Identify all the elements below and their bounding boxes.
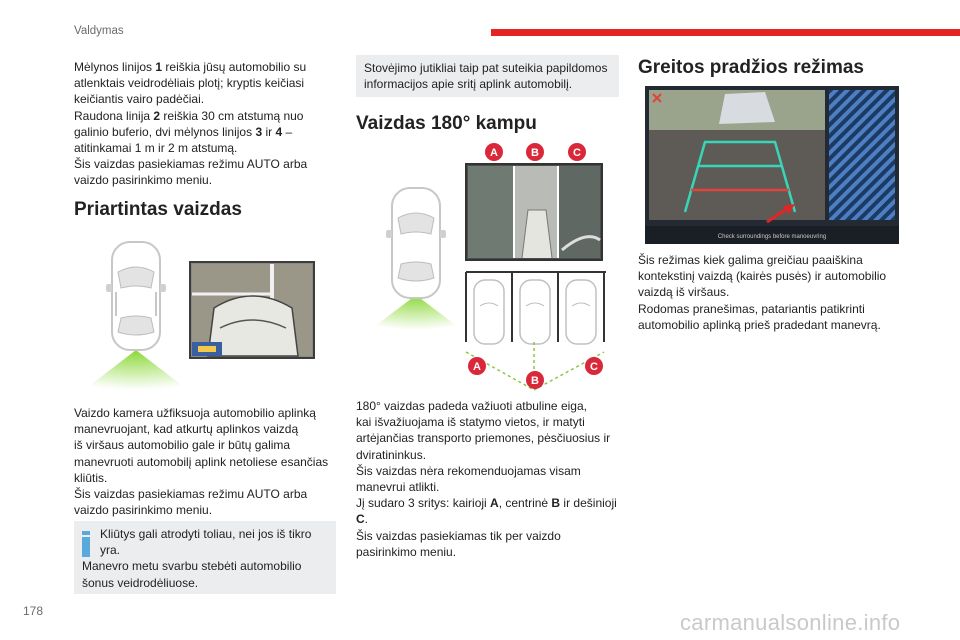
180-view-illustration	[356, 140, 620, 392]
intro-line: atitinkamai 1 m ir 2 m atstumą.	[74, 141, 238, 156]
180-view-description: 180° vaizdas padeda važiuoti atbuline eiga, kai išvažiuojama iš statymo vietos, ir matyti artėjančias transporto priemones, pėsčiuosius ir dviratininkus. Šis vaizdas nėra rekomenduojamas visam manevrui atlikti. Jį sudaro 3 sritys: kairioji A, centrinė B ir dešinioji C. Šis vaizdas pasiekiamas tik per vaizdo pasirinkimo meniu.	[356, 399, 617, 559]
note-box: Kliūtys gali atrodyti toliau, nei jos iš tikro yra. Manevro metu svarbu stebėti automobilio šonus veidrodėliuose.	[74, 521, 336, 594]
intro-line: Raudona linija 2 reiškia 30 cm atstumą nuo	[74, 108, 304, 123]
top-view-placeholder	[829, 90, 895, 220]
svg-text:C: C	[573, 147, 581, 159]
camera-180-image	[466, 164, 602, 260]
zone-label-b-bottom	[526, 371, 544, 389]
intro-line: vaizdo pasirinkimo meniu.	[74, 173, 213, 188]
zone-label-a-top	[485, 143, 503, 161]
heading-zoom-view: Priartintas vaizdas	[74, 199, 242, 220]
zoom-view-illustration	[74, 232, 336, 392]
intro-line: Mėlynos linijos 1 reiškia jūsų automobilio su	[74, 60, 307, 74]
page-number: 178	[23, 604, 44, 618]
quick-start-description: Šis režimas kiek galima greičiau paaiškina kontekstinį vaizdą (kairės pusės) ir automobilio vaizdą iš viršaus. Rodomas pranešimas, patariantis patikrinti automobilio aplinką prieš pradedant manevrą.	[638, 253, 887, 332]
intro-line: atlenktais veidrodėliais plotį; kryptis keičiasi	[74, 76, 305, 91]
quick-start-screen	[645, 86, 899, 244]
intro-line: galinio buferio, dvi mėlynos linijos 3 ir 4 –	[74, 124, 293, 139]
footer-watermark[interactable]: carmanualsonline.info	[680, 610, 901, 635]
heading-180-view: Vaizdas 180° kampu	[356, 113, 537, 134]
section-title: Valdymas	[74, 25, 124, 37]
heading-quick-start: Greitos pradžios režimas	[638, 57, 864, 78]
svg-text:A: A	[473, 361, 481, 373]
svg-text:A: A	[490, 147, 498, 159]
header-accent-bar	[491, 29, 960, 36]
camera-zoom-image	[190, 262, 314, 358]
intro-line: keičiantis vairo padėčiai.	[74, 92, 205, 107]
zoom-view-description: Vaizdo kamera užfiksuoja automobilio aplinką manevruojant, kad atkurtų aplinkos vaizdą iš viršaus automobilio gale ir būtų galima manevruoti automobilį aplink netoliese esančias kliūtis. Šis vaizdas pasiekiamas režimu AUTO arba vaizdo pasirinkimo meniu.	[74, 406, 329, 518]
intro-paragraph	[74, 59, 339, 189]
svg-text:C: C	[590, 361, 598, 373]
zone-label-c-bottom	[585, 357, 603, 375]
svg-text:B: B	[531, 375, 539, 387]
zone-label-b-top	[526, 143, 544, 161]
intro-line: Šis vaizdas pasiekiamas režimu AUTO arba	[74, 157, 308, 172]
sensor-info-box: Stovėjimo jutikliai taip pat suteikia papildomos informacijos apie sritį aplink automobilį.	[356, 55, 619, 97]
zone-label-a-bottom	[468, 357, 486, 375]
svg-text:B: B	[531, 147, 539, 159]
camera-warning-caption: Check surroundings before manoeuvring	[717, 234, 827, 240]
car-top-view-icon	[386, 188, 446, 298]
zone-label-c-top	[568, 143, 586, 161]
car-top-view-icon	[106, 242, 166, 350]
